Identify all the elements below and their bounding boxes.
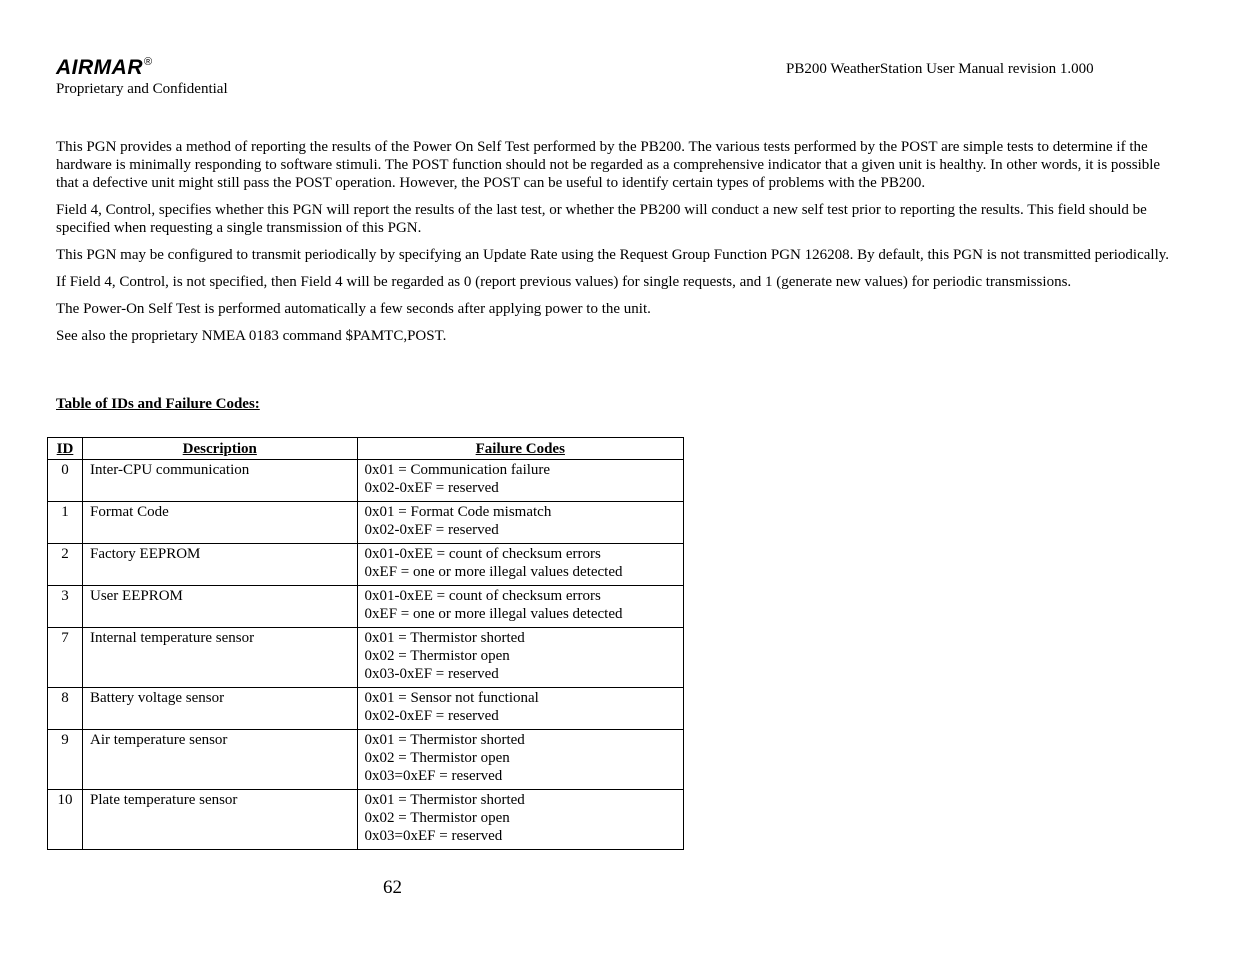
cell-id: 2 bbox=[48, 544, 83, 586]
failure-code-line: 0x03=0xEF = reserved bbox=[364, 768, 503, 784]
paragraph: The Power-On Self Test is performed automatically a few seconds after applying power to the unit. bbox=[56, 301, 651, 317]
table-row bbox=[48, 502, 684, 544]
table-row bbox=[48, 730, 684, 790]
failure-code-line: 0xEF = one or more illegal values detected bbox=[364, 564, 623, 580]
failure-code-line: 0x02 = Thermistor open bbox=[364, 648, 510, 664]
failure-code-line: 0x01 = Thermistor shorted bbox=[364, 792, 525, 808]
table-row bbox=[48, 628, 684, 688]
cell-id: 3 bbox=[48, 586, 83, 628]
paragraph: Field 4, Control, specifies whether this PGN will report the results of the last test, or whether the PB200 will conduct a new self test prior to reporting the results. This field should be specified when requesting a single transmission of this PGN. bbox=[56, 202, 1147, 236]
cell-failure-codes bbox=[357, 502, 683, 544]
cell-description: Factory EEPROM bbox=[82, 544, 357, 586]
registered-mark: ® bbox=[144, 56, 153, 68]
cell-description: Inter-CPU communication bbox=[82, 460, 357, 502]
paragraph: See also the proprietary NMEA 0183 command $PAMTC,POST. bbox=[56, 328, 447, 344]
failure-code-line: 0x02 = Thermistor open bbox=[364, 750, 510, 766]
failure-code-line: 0x02-0xEF = reserved bbox=[364, 522, 499, 538]
cell-id: 10 bbox=[48, 790, 83, 850]
failure-code-line: 0x03=0xEF = reserved bbox=[364, 828, 503, 844]
failure-codes-table bbox=[47, 437, 684, 850]
cell-id: 0 bbox=[48, 460, 83, 502]
paragraph: This PGN may be configured to transmit periodically by specifying an Update Rate using the Request Group Function PGN 126208. By default, this PGN is not transmitted periodically. bbox=[56, 247, 1170, 263]
column-header-id: ID bbox=[48, 438, 83, 460]
failure-code-line: 0x02-0xEF = reserved bbox=[364, 708, 499, 724]
cell-description: Format Code bbox=[82, 502, 357, 544]
cell-failure-codes bbox=[357, 628, 683, 688]
column-header-description: Description bbox=[82, 438, 357, 460]
table-row bbox=[48, 586, 684, 628]
cell-description: Battery voltage sensor bbox=[82, 688, 357, 730]
manual-title: PB200 WeatherStation User Manual revision 1.000 bbox=[786, 61, 1094, 77]
cell-id: 1 bbox=[48, 502, 83, 544]
cell-description: User EEPROM bbox=[82, 586, 357, 628]
table-body bbox=[48, 460, 684, 850]
cell-failure-codes bbox=[357, 586, 683, 628]
failure-code-line: 0x01 = Thermistor shorted bbox=[364, 732, 525, 748]
table-row bbox=[48, 790, 684, 850]
logo-text: AIRMAR bbox=[56, 56, 143, 79]
confidential-notice: Proprietary and Confidential bbox=[56, 81, 228, 97]
failure-code-line: 0x01 = Thermistor shorted bbox=[364, 630, 525, 646]
cell-id: 9 bbox=[48, 730, 83, 790]
airmar-logo bbox=[56, 56, 153, 80]
column-header-failure-codes: Failure Codes bbox=[357, 438, 683, 460]
failure-code-line: 0x02 = Thermistor open bbox=[364, 810, 510, 826]
failure-code-line: 0xEF = one or more illegal values detected bbox=[364, 606, 623, 622]
cell-description: Air temperature sensor bbox=[82, 730, 357, 790]
failure-code-line: 0x01 = Sensor not functional bbox=[364, 690, 539, 706]
cell-failure-codes bbox=[357, 688, 683, 730]
body-text bbox=[56, 138, 1181, 354]
table-row bbox=[48, 460, 684, 502]
cell-description: Plate temperature sensor bbox=[82, 790, 357, 850]
failure-code-line: 0x01 = Format Code mismatch bbox=[364, 504, 552, 520]
cell-failure-codes bbox=[357, 730, 683, 790]
cell-failure-codes bbox=[357, 790, 683, 850]
paragraph: If Field 4, Control, is not specified, then Field 4 will be regarded as 0 (report previous values) for single requests, and 1 (generate new values) for periodic transmissions. bbox=[56, 274, 1072, 290]
table-heading: Table of IDs and Failure Codes: bbox=[56, 396, 260, 412]
cell-failure-codes bbox=[357, 544, 683, 586]
failure-code-line: 0x01-0xEE = count of checksum errors bbox=[364, 588, 601, 604]
page-number: 62 bbox=[383, 877, 402, 898]
failure-code-line: 0x02-0xEF = reserved bbox=[364, 480, 499, 496]
cell-id: 7 bbox=[48, 628, 83, 688]
table-row bbox=[48, 544, 684, 586]
cell-description: Internal temperature sensor bbox=[82, 628, 357, 688]
table-header-row bbox=[48, 438, 684, 460]
failure-code-line: 0x01-0xEE = count of checksum errors bbox=[364, 546, 601, 562]
paragraph: This PGN provides a method of reporting the results of the Power On Self Test performed by the PB200. The various tests performed by the POST are simple tests to determine if the hardware is minimally responding to software stimuli. The POST function should not be regarded as a comprehensive indicator that a given unit is healthy. In other words, it is possible that a defective unit might still pass the POST operation. However, the POST can be useful to identify certain types of problems with the PB200. bbox=[56, 139, 1161, 191]
table-row bbox=[48, 688, 684, 730]
cell-failure-codes bbox=[357, 460, 683, 502]
failure-code-line: 0x03-0xEF = reserved bbox=[364, 666, 499, 682]
failure-code-line: 0x01 = Communication failure bbox=[364, 462, 551, 478]
cell-id: 8 bbox=[48, 688, 83, 730]
